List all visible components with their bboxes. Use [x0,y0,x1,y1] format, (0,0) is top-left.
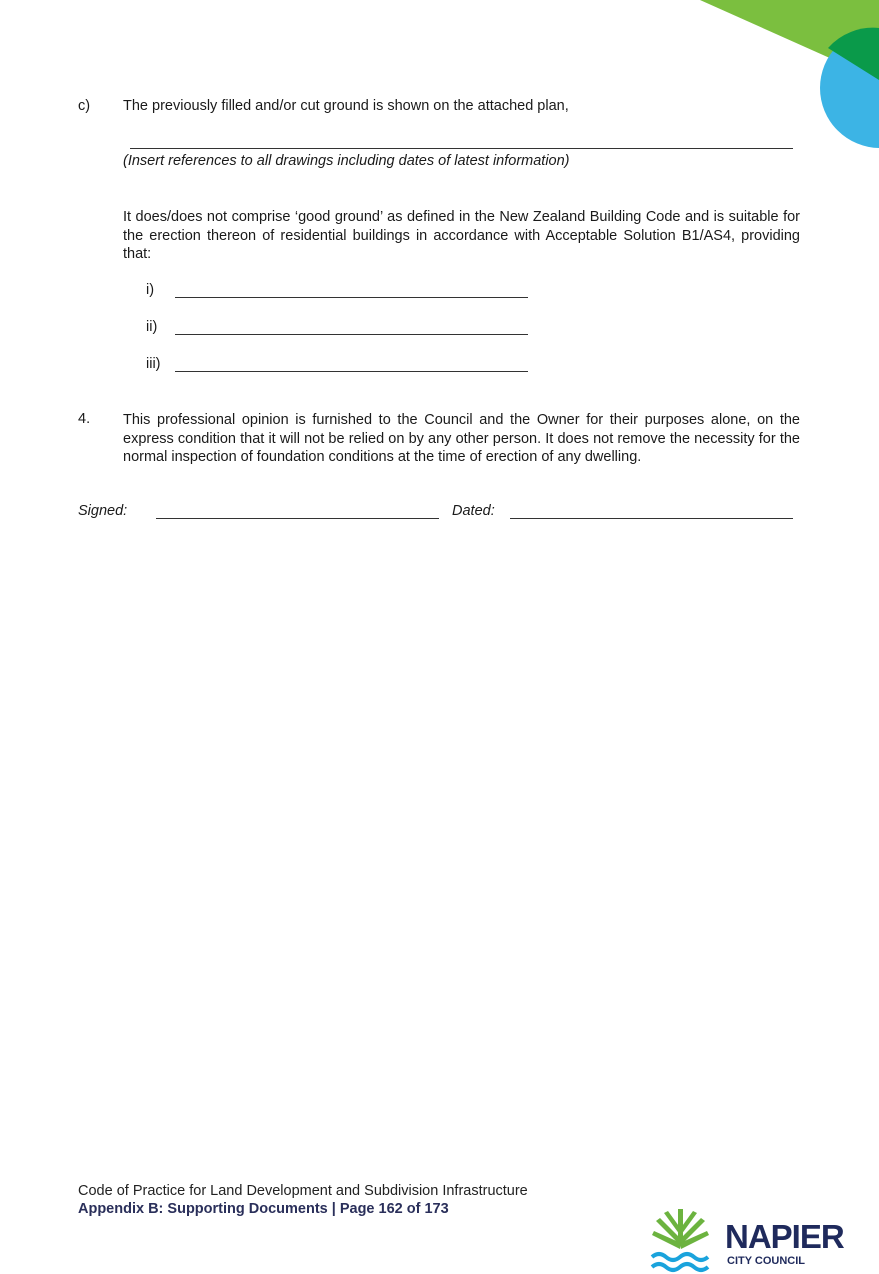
item-c-text: The previously filled and/or cut ground is shown on the attached plan, [123,98,569,114]
logo-wordmark: NAPIER [725,1218,844,1255]
signed-label: Signed: [78,503,128,519]
item-4-paragraph: This professional opinion is furnished to the Council and the Owner for their purposes alone, on the express condition that it will not be relied on by any other person. It does not remove the necessity for the normal inspection of foundation conditions at the time of erection of any dwelling. [123,412,800,465]
dated-label: Dated: [452,503,495,519]
corner-green-triangle [700,0,879,80]
corner-green-overlap [828,28,879,80]
napier-emblem-icon [650,1205,712,1274]
sub-item-iii-line[interactable] [175,371,528,372]
footer-document-title: Code of Practice for Land Development and Subdivision Infrastructure [78,1183,528,1199]
item-4-label: 4. [78,411,91,427]
footer-page-info: Appendix B: Supporting Documents | Page 162 of 173 [78,1201,449,1217]
sub-item-i-label: i) [146,282,155,298]
napier-city-council-logo [650,1205,850,1274]
good-ground-paragraph: It does/does not comprise ‘good ground’ as defined in the New Zealand Building Code and is suitable for the erection thereon of residential buildings in accordance with Acceptable Solution B1/AS4, providing that: [123,209,800,262]
logo-subtitle: CITY COUNCIL [727,1255,806,1267]
sub-item-iii-label: iii) [146,356,161,372]
signed-line[interactable] [156,518,439,519]
sub-item-ii-line[interactable] [175,334,528,335]
drawing-reference-line[interactable] [130,148,793,149]
corner-blue-circle [820,28,879,148]
drawing-reference-note: (Insert references to all drawings including dates of latest information) [123,153,570,169]
item-c-label: c) [78,98,91,114]
dated-line[interactable] [510,518,793,519]
sub-item-ii-label: ii) [146,319,158,335]
sub-item-i-line[interactable] [175,297,528,298]
